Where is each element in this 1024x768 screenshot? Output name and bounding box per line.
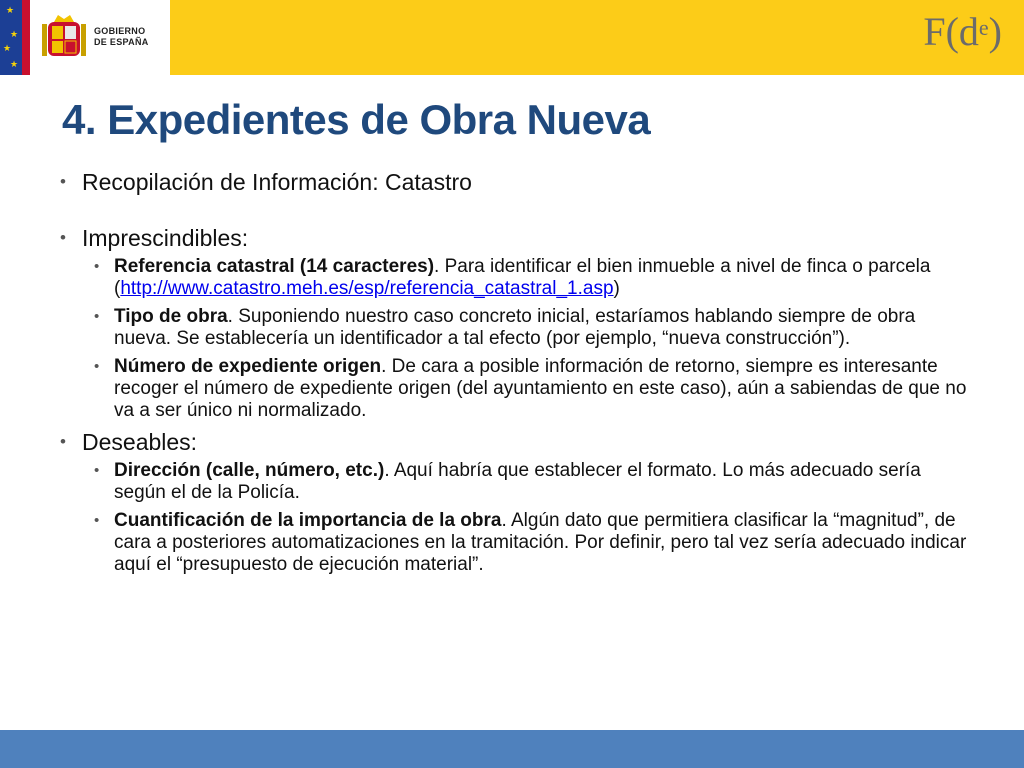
footer-bar <box>0 730 1024 768</box>
flag-stripe <box>22 0 30 75</box>
catastro-link[interactable]: http://www.catastro.meh.es/esp/referencia_catastral_1.asp <box>120 278 614 299</box>
item-direccion: • Dirección (calle, número, etc.). Aquí habría que establecer el formato. Lo más adecuado sería según el de la Policía. <box>114 460 974 504</box>
eu-flag-icon: ★ ★ ★ ★ <box>0 0 22 75</box>
header-bar <box>0 0 1024 75</box>
slide-title: 4. Expedientes de Obra Nueva <box>62 96 651 143</box>
coat-of-arms-icon <box>42 12 86 64</box>
gobierno-text: GOBIERNO DE ESPAÑA <box>94 26 149 47</box>
item-referencia-catastral: • Referencia catastral (14 caracteres). Para identificar el bien inmueble a nivel de finca o parcela (http://www.catastro.meh.es/esp/referencia_catastral_1.asp) <box>114 256 974 300</box>
bullet-deseables: • Deseables: <box>60 428 990 456</box>
item-cuantificacion: • Cuantificación de la importancia de la obra. Algún dato que permitiera clasificar la “magnitud”, de cara a posteriores automatizaciones en la tramitación. Por definir, pero tal vez sería adecuado indicar aquí el “presupuesto de ejecución material”. <box>114 510 974 576</box>
bullet-imprescindibles: • Imprescindibles: <box>60 224 990 252</box>
item-tipo-obra: • Tipo de obra. Suponiendo nuestro caso concreto inicial, estaríamos hablando siempre de obra nueva. Se establecería un identificador a tal efecto (por ejemplo, “nueva construcción”). <box>114 306 974 350</box>
item-numero-expediente: • Número de expediente origen. De cara a posible información de retorno, siempre es interesante recoger el número de expediente origen (del ayuntamiento en este caso), aún a sabiendas de que no va a ser único ni normalizado. <box>114 356 974 422</box>
gobierno-logo <box>30 0 170 75</box>
slide-content <box>60 168 990 582</box>
bullet-recopilacion: • Recopilación de Información: Catastro <box>60 168 990 196</box>
fde-logo: $F(d^e)$ <box>923 9 1002 54</box>
